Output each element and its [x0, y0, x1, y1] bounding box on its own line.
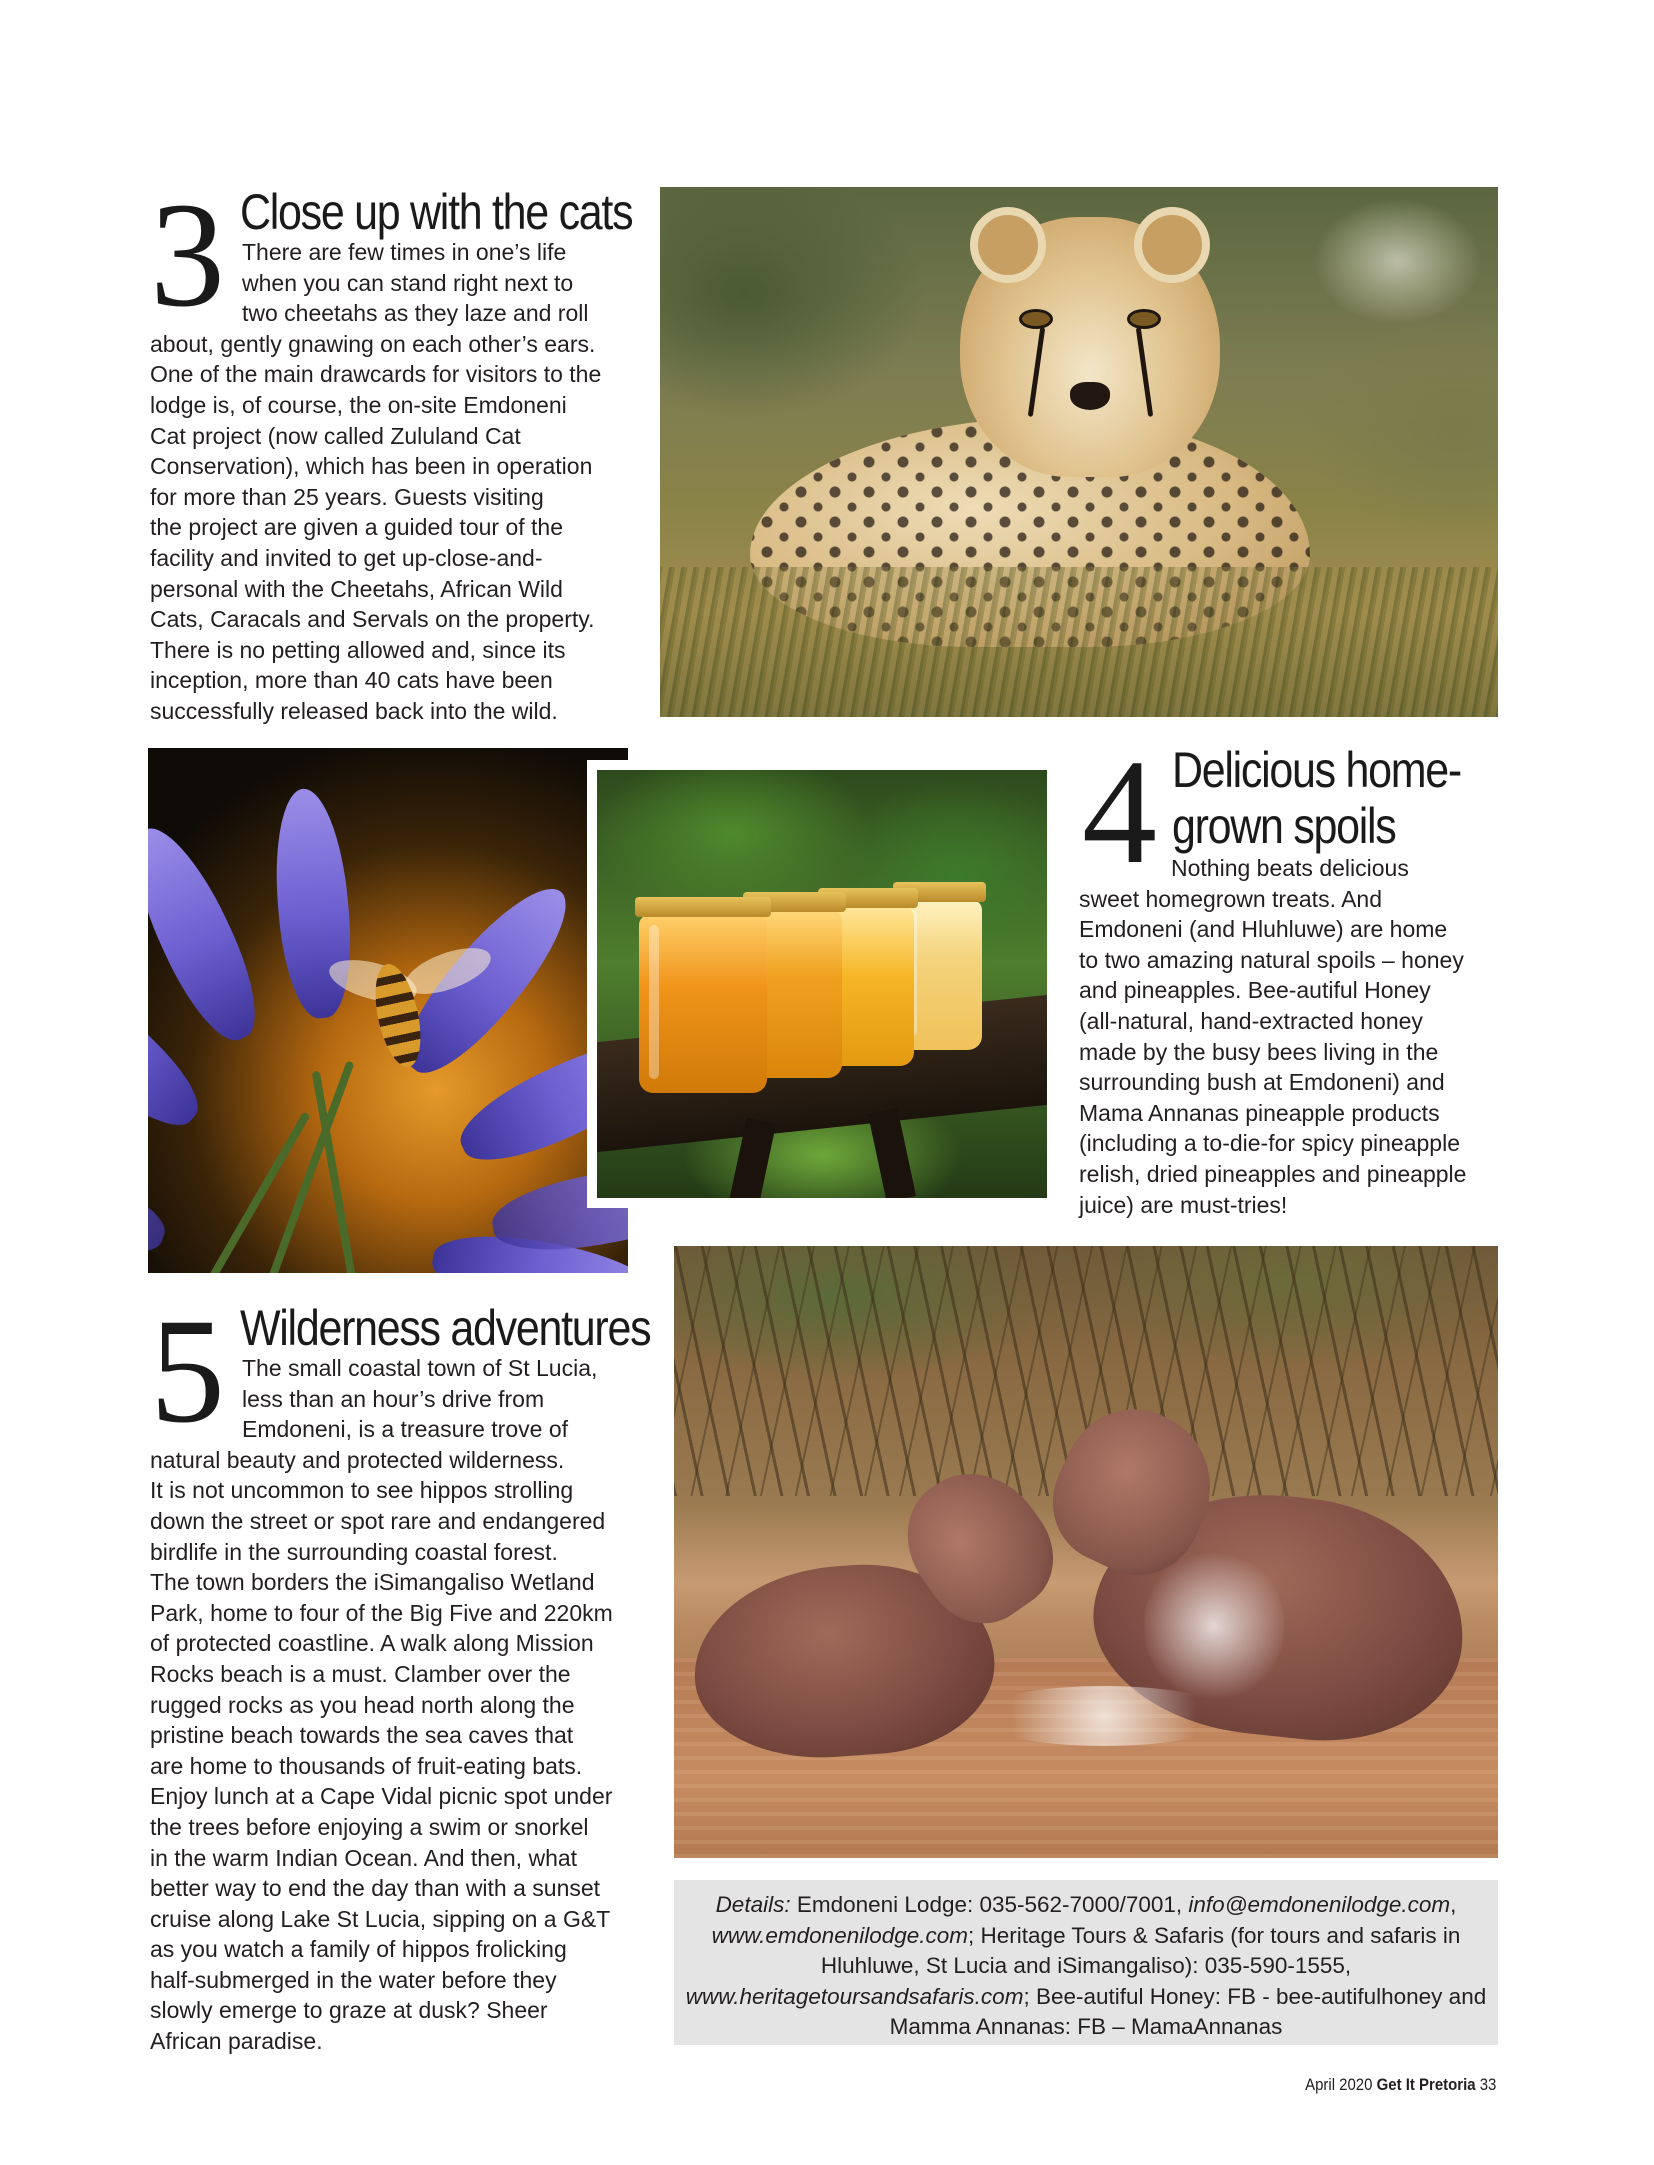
body-line: juice) are must-tries! [1079, 1191, 1288, 1218]
body-line: There is no petting allowed and, since its [150, 636, 566, 663]
body-line: and pineapples. Bee-autiful Honey [1079, 977, 1431, 1004]
body-line: natural beauty and protected wilderness. [150, 1446, 565, 1473]
body-line: to two amazing natural spoils – honey [1079, 946, 1464, 973]
body-line: The small coastal town of St Lucia, [242, 1355, 598, 1381]
water-splash [974, 1686, 1234, 1746]
body-line: relish, dried pineapples and pineapple [1079, 1160, 1467, 1187]
body-line: Park, home to four of the Big Five and 220km [150, 1599, 613, 1626]
body-line: African paradise. [150, 2028, 323, 2055]
body-line: It is not uncommon to see hippos strolling [150, 1477, 574, 1504]
grass [660, 567, 1498, 717]
page-folio [1305, 2075, 1496, 2095]
bee-on-agapanthus-photo [148, 748, 628, 1273]
body-line: made by the busy bees living in the [1079, 1038, 1439, 1065]
cheetah-nose [1070, 382, 1110, 410]
body-line: inception, more than 40 cats have been [150, 667, 553, 694]
flower-stem [209, 1111, 311, 1273]
publication-name: Get It Pretoria [1376, 2075, 1476, 2094]
section-title-line: Delicious home- [1172, 742, 1461, 798]
table-leg [868, 1108, 916, 1198]
cheetah-head [960, 217, 1220, 477]
lodge-email[interactable]: info@emdonenilodge.com [1188, 1892, 1451, 1917]
section-body [150, 237, 650, 727]
body-line: slowly emerge to graze at dusk? Sheer [150, 1997, 548, 2024]
section-number: 5 [150, 1288, 225, 1454]
water-splash [1144, 1546, 1284, 1706]
body-line: the trees before enjoying a swim or snorkel [150, 1813, 589, 1840]
flower-petal [148, 1126, 175, 1270]
cheetah-eye [1022, 312, 1050, 326]
section-title: Close up with the cats [240, 184, 633, 240]
body-line: two cheetahs as they laze and roll [242, 300, 589, 327]
body-line: cruise along Lake St Lucia, sipping on a G&T [150, 1905, 611, 1932]
body-line: are home to thousands of fruit-eating bats. [150, 1752, 583, 1779]
body-line: for more than 25 years. Guests visiting [150, 483, 544, 510]
section-title-line: grown spoils [1172, 798, 1396, 854]
heritage-contact: ; Heritage Tours & Safaris (for tours and safaris in Hluhluwe, St Lucia and iSimangaliso): 035-590-1555, [820, 1922, 1461, 1979]
body-line: The town borders the iSimangaliso Wetland [150, 1569, 595, 1596]
body-line: Emdoneni, is a treasure trove of [242, 1416, 568, 1443]
honey-jar [639, 915, 767, 1093]
lodge-website[interactable]: www.emdonenilodge.com [711, 1922, 969, 1948]
body-line: when you can stand right next to [242, 269, 574, 296]
section-title: Wilderness adventures [240, 1300, 651, 1356]
body-line: Mama Annanas pineapple products [1079, 1099, 1440, 1126]
body-line: of protected coastline. A walk along Mission [150, 1630, 594, 1657]
details-box [674, 1880, 1498, 2045]
body-line: surrounding bush at Emdoneni) and [1079, 1069, 1445, 1096]
body-line: as you watch a family of hippos frolicking [150, 1936, 567, 1963]
body-line: pristine beach towards the sea caves that [150, 1722, 574, 1749]
body-line: better way to end the day than with a sunset [150, 1875, 601, 1902]
cheetah-photo [660, 187, 1498, 717]
body-line: rugged rocks as you head north along the [150, 1691, 575, 1718]
body-line: sweet homegrown treats. And [1079, 885, 1382, 912]
body-line: Cats, Caracals and Servals on the property. [150, 606, 595, 633]
body-line: Emdoneni (and Hluhluwe) are home [1079, 916, 1448, 943]
cheetah-tear-mark [1028, 327, 1045, 417]
body-line: half-submerged in the water before they [150, 1966, 557, 1993]
body-line: in the warm Indian Ocean. And then, what [150, 1844, 578, 1871]
lodge-contact: Emdoneni Lodge: 035-562-7000/7001, [790, 1892, 1189, 1917]
hippos-photo [674, 1246, 1498, 1858]
body-line: (all-natural, hand-extracted honey [1079, 1007, 1423, 1034]
body-line: birdlife in the surrounding coastal forest. [150, 1538, 558, 1565]
body-line: personal with the Cheetahs, African Wild [150, 575, 563, 602]
honey-jars-photo [597, 770, 1047, 1198]
body-line: (including a to-die-for spicy pineapple [1079, 1130, 1460, 1157]
details-comma: , [1450, 1892, 1457, 1917]
body-line: successfully released back into the wild. [150, 697, 558, 724]
details-text [684, 1890, 1488, 2043]
body-line: Cat project (now called Zululand Cat [150, 422, 521, 449]
cheetah-eye [1130, 312, 1158, 326]
issue-date: April 2020 [1304, 2075, 1373, 2094]
flower-petal [148, 815, 275, 1053]
section-number: 4 [1082, 729, 1157, 895]
honey-pineapple-contacts: ; Bee-autiful Honey: FB - bee-autifulhoney and Mamma Annanas: FB – MamaAnnanas [889, 1983, 1487, 2040]
page-number: 33 [1479, 2075, 1496, 2094]
body-line: There are few times in one’s life [242, 239, 567, 265]
body-line: Rocks beach is a must. Clamber over the [150, 1660, 571, 1687]
body-line: Conservation), which has been in operation [150, 453, 593, 480]
body-line: One of the main drawcards for visitors to the [150, 361, 602, 388]
section-body [1079, 853, 1509, 1220]
body-line: Nothing beats delicious [1171, 855, 1409, 881]
cheetah-tear-mark [1136, 327, 1153, 417]
body-line: less than an hour’s drive from [242, 1385, 545, 1412]
section-body [150, 1353, 660, 2057]
heritage-website[interactable]: www.heritagetoursandsafaris.com [685, 1983, 1024, 2009]
body-line: lodge is, of course, the on-site Emdoneni [150, 391, 567, 418]
body-line: about, gently gnawing on each other’s ears. [150, 330, 596, 357]
body-line: Enjoy lunch at a Cape Vidal picnic spot under [150, 1783, 613, 1810]
body-line: the project are given a guided tour of the [150, 514, 564, 541]
section-title [1172, 742, 1461, 854]
section-number: 3 [150, 172, 225, 338]
body-line: facility and invited to get up-close-and- [150, 544, 543, 571]
body-line: down the street or spot rare and endangered [150, 1507, 606, 1534]
details-label: Details: [715, 1892, 791, 1917]
